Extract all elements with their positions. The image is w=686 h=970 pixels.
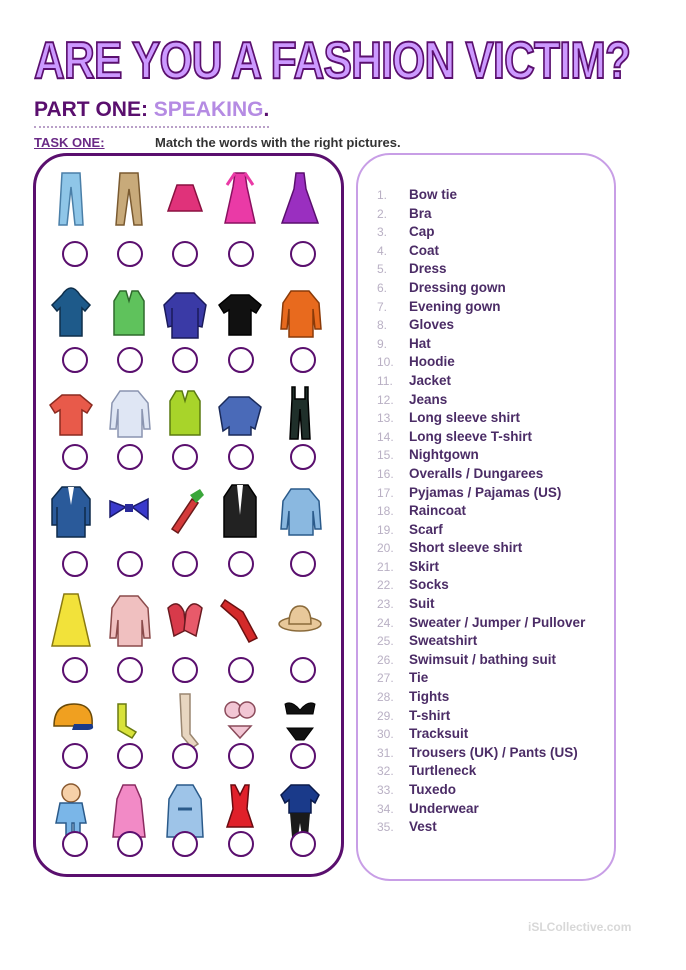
vocabulary-word: Tracksuit xyxy=(409,726,469,742)
vocabulary-item xyxy=(377,632,612,651)
answer-circle[interactable] xyxy=(117,444,143,470)
vocabulary-word: Tie xyxy=(409,670,429,686)
dressing-gown-icon xyxy=(162,779,208,839)
vocabulary-word: Underwear xyxy=(409,800,479,816)
vocabulary-number: 7. xyxy=(377,299,388,314)
vocabulary-word: Sweatshirt xyxy=(409,633,478,649)
answer-circle[interactable] xyxy=(290,444,316,470)
answer-circle[interactable] xyxy=(172,241,198,267)
vocabulary-number: 5. xyxy=(377,262,388,277)
vocabulary-item xyxy=(377,744,612,763)
answer-circle[interactable] xyxy=(290,551,316,577)
vocabulary-word: Overalls / Dungarees xyxy=(409,465,544,481)
vocabulary-number: 26. xyxy=(377,652,394,667)
vocabulary-item xyxy=(377,521,612,540)
answer-circle[interactable] xyxy=(228,444,254,470)
bow-tie-icon xyxy=(106,479,152,539)
part-heading xyxy=(34,98,269,128)
answer-circle[interactable] xyxy=(228,347,254,373)
vocabulary-item xyxy=(377,391,612,410)
answer-circle[interactable] xyxy=(117,347,143,373)
answer-circle[interactable] xyxy=(172,831,198,857)
coat-icon xyxy=(106,588,152,648)
vocabulary-word: Dressing gown xyxy=(409,279,506,295)
vocabulary-word: Jeans xyxy=(409,391,448,407)
task-heading xyxy=(34,135,401,153)
vocabulary-word: Pyjamas / Pajamas (US) xyxy=(409,484,562,500)
vocabulary-word: Trousers (UK) / Pants (US) xyxy=(409,744,578,760)
vocabulary-number: 12. xyxy=(377,392,394,407)
vocabulary-item xyxy=(377,223,612,242)
vocabulary-word: Suit xyxy=(409,596,435,612)
vocabulary-number: 23. xyxy=(377,597,394,612)
vocabulary-word: Vest xyxy=(409,819,437,835)
vocabulary-number: 32. xyxy=(377,764,394,779)
vocabulary-number: 30. xyxy=(377,727,394,742)
vocabulary-item xyxy=(377,502,612,521)
short-sleeve-shirt-icon xyxy=(48,381,94,441)
answer-circle[interactable] xyxy=(172,657,198,683)
vocabulary-item xyxy=(377,539,612,558)
answer-circle[interactable] xyxy=(117,551,143,577)
vocabulary-word: Tuxedo xyxy=(409,782,456,797)
answer-circle[interactable] xyxy=(228,241,254,267)
vocabulary-word: Coat xyxy=(409,242,439,258)
vocabulary-number: 27. xyxy=(377,671,394,686)
vocabulary-word: Jacket xyxy=(409,372,452,388)
vocabulary-word: Scarf xyxy=(409,521,443,537)
vocabulary-word: Hoodie xyxy=(409,354,455,370)
vocabulary-number: 20. xyxy=(377,541,394,556)
vocabulary-number: 31. xyxy=(377,745,394,760)
vocabulary-word: Cap xyxy=(409,224,435,240)
sweater-icon xyxy=(217,381,263,441)
vocabulary-number: 4. xyxy=(377,243,388,258)
vocabulary-number: 10. xyxy=(377,355,394,370)
vocabulary-item xyxy=(377,781,612,800)
answer-circle[interactable] xyxy=(172,743,198,769)
underwear-icon xyxy=(277,690,323,750)
vocabulary-word: Tights xyxy=(409,689,450,705)
tuxedo-icon xyxy=(217,479,263,539)
vocabulary-item xyxy=(377,576,612,595)
answer-circle[interactable] xyxy=(117,831,143,857)
vocabulary-word: Socks xyxy=(409,577,449,593)
jeans-icon xyxy=(48,167,94,227)
t-shirt-icon xyxy=(217,281,263,341)
vocabulary-item xyxy=(377,762,612,781)
vocabulary-number: 28. xyxy=(377,690,394,705)
answer-circle[interactable] xyxy=(290,831,316,857)
vocabulary-item xyxy=(377,707,612,726)
answer-circle[interactable] xyxy=(290,347,316,373)
vocabulary-item xyxy=(377,428,612,447)
vocabulary-word: Long sleeve T-shirt xyxy=(409,428,533,444)
vocabulary-item xyxy=(377,242,612,261)
vocabulary-number: 22. xyxy=(377,578,394,593)
part-end: . xyxy=(263,98,270,121)
hat-icon xyxy=(277,588,323,648)
vocabulary-number: 29. xyxy=(377,708,394,723)
vest-icon xyxy=(106,281,152,341)
long-sleeve-shirt-icon xyxy=(106,381,152,441)
vocabulary-word: Raincoat xyxy=(409,503,467,519)
answer-circle[interactable] xyxy=(172,551,198,577)
vocabulary-item xyxy=(377,298,612,317)
vocabulary-number: 17. xyxy=(377,485,394,500)
task-instruction: Match the words with the right pictures. xyxy=(155,135,401,150)
vocabulary-item xyxy=(377,725,612,744)
answer-circle[interactable] xyxy=(62,347,88,373)
vocabulary-word: Turtleneck xyxy=(409,763,477,779)
vocabulary-item xyxy=(377,205,612,224)
answer-circle[interactable] xyxy=(290,241,316,267)
scarf-icon xyxy=(217,588,263,648)
jacket-icon xyxy=(277,479,323,539)
dress-icon xyxy=(217,167,263,227)
gloves-icon xyxy=(162,588,208,648)
answer-circle[interactable] xyxy=(228,831,254,857)
vocabulary-word: Gloves xyxy=(409,317,455,333)
cap-icon xyxy=(48,690,94,750)
swimsuit-icon xyxy=(217,690,263,750)
task-label: TASK ONE: xyxy=(34,135,105,150)
answer-circle[interactable] xyxy=(290,743,316,769)
vocabulary-word: Hat xyxy=(409,335,431,351)
vocabulary-number: 15. xyxy=(377,448,394,463)
skirt-icon xyxy=(162,167,208,227)
tie-icon xyxy=(162,479,208,539)
vocabulary-item xyxy=(377,651,612,670)
vocabulary-number: 13. xyxy=(377,411,394,426)
vocabulary-item xyxy=(377,260,612,279)
vocabulary-number: 2. xyxy=(377,206,388,221)
vocabulary-number: 25. xyxy=(377,634,394,649)
vocabulary-word: T-shirt xyxy=(409,707,451,723)
part-topic: SPEAKING xyxy=(153,98,264,121)
answer-circle[interactable] xyxy=(228,743,254,769)
raincoat-icon xyxy=(48,588,94,648)
vocabulary-word: Swimsuit / bathing suit xyxy=(409,651,557,667)
answer-circle[interactable] xyxy=(62,551,88,577)
hoodie-icon xyxy=(48,281,94,341)
vocabulary-number: 34. xyxy=(377,801,394,816)
answer-circle[interactable] xyxy=(62,831,88,857)
vocabulary-word: Long sleeve shirt xyxy=(409,410,521,426)
vocabulary-number: 8. xyxy=(377,318,388,333)
vocabulary-number: 16. xyxy=(377,466,394,481)
vocabulary-item xyxy=(377,465,612,484)
nightgown-icon xyxy=(106,779,152,839)
vocabulary-word: Dress xyxy=(409,261,447,277)
vocabulary-item xyxy=(377,688,612,707)
vocabulary-word: Skirt xyxy=(409,558,440,574)
answer-circle[interactable] xyxy=(228,657,254,683)
vocabulary-number: 6. xyxy=(377,280,388,295)
answer-circle[interactable] xyxy=(62,241,88,267)
vocabulary-item xyxy=(377,595,612,614)
vocabulary-word: Nightgown xyxy=(409,447,479,463)
part-label: PART ONE: xyxy=(34,98,148,121)
sweatshirt-icon xyxy=(162,281,208,341)
vocabulary-number: 19. xyxy=(377,522,394,537)
vocabulary-item xyxy=(377,484,612,503)
answer-circle[interactable] xyxy=(62,743,88,769)
vocabulary-word: Evening gown xyxy=(409,298,501,314)
socks-icon xyxy=(106,690,152,750)
vocabulary-item xyxy=(377,818,612,837)
trousers-icon xyxy=(106,167,152,227)
vocabulary-number: 3. xyxy=(377,225,388,240)
answer-circle[interactable] xyxy=(117,241,143,267)
evening-gown-icon xyxy=(277,167,323,227)
footer-watermark: iSLCollective.com xyxy=(528,920,632,934)
vocabulary-item xyxy=(377,316,612,335)
knit-vest-icon xyxy=(162,381,208,441)
vocabulary-item xyxy=(377,558,612,577)
answer-circle[interactable] xyxy=(172,444,198,470)
vocabulary-number: 1. xyxy=(377,188,388,202)
vocabulary-item xyxy=(377,186,612,205)
vocabulary-word: Sweater / Jumper / Pullover xyxy=(409,614,586,630)
suit-icon xyxy=(48,479,94,539)
worksheet-title: ARE YOU A FASHION VICTIM? xyxy=(34,32,631,90)
vocabulary-item xyxy=(377,669,612,688)
vocabulary-number: 18. xyxy=(377,504,394,519)
vocabulary-item xyxy=(377,353,612,372)
vocabulary-item xyxy=(377,800,612,819)
overalls-icon xyxy=(277,381,323,441)
vocabulary-word: Bow tie xyxy=(409,187,458,202)
vocabulary-number: 11. xyxy=(377,373,393,388)
swimsuit-red-icon xyxy=(217,779,263,839)
answer-circle[interactable] xyxy=(117,657,143,683)
long-sleeve-t-shirt-icon xyxy=(277,281,323,341)
vocabulary-number: 14. xyxy=(377,429,394,444)
vocabulary-item xyxy=(377,372,612,391)
pyjamas-icon xyxy=(48,779,94,839)
vocabulary-item xyxy=(377,279,612,298)
vocabulary-word: Bra xyxy=(409,205,432,221)
vocabulary-number: 33. xyxy=(377,783,394,797)
vocabulary-number: 21. xyxy=(377,559,394,574)
answer-circle[interactable] xyxy=(290,657,316,683)
vocabulary-item xyxy=(377,409,612,428)
vocabulary-item xyxy=(377,335,612,354)
answer-circle[interactable] xyxy=(228,551,254,577)
vocabulary-list xyxy=(377,186,612,837)
answer-circle[interactable] xyxy=(62,657,88,683)
answer-circle[interactable] xyxy=(172,347,198,373)
vocabulary-number: 9. xyxy=(377,336,388,351)
vocabulary-item xyxy=(377,446,612,465)
vocabulary-number: 35. xyxy=(377,820,394,835)
vocabulary-number: 24. xyxy=(377,615,394,630)
tracksuit-icon xyxy=(277,779,323,839)
vocabulary-word: Short sleeve shirt xyxy=(409,540,523,556)
answer-circle[interactable] xyxy=(62,444,88,470)
vocabulary-item xyxy=(377,614,612,633)
answer-circle[interactable] xyxy=(117,743,143,769)
tights-icon xyxy=(162,690,208,750)
